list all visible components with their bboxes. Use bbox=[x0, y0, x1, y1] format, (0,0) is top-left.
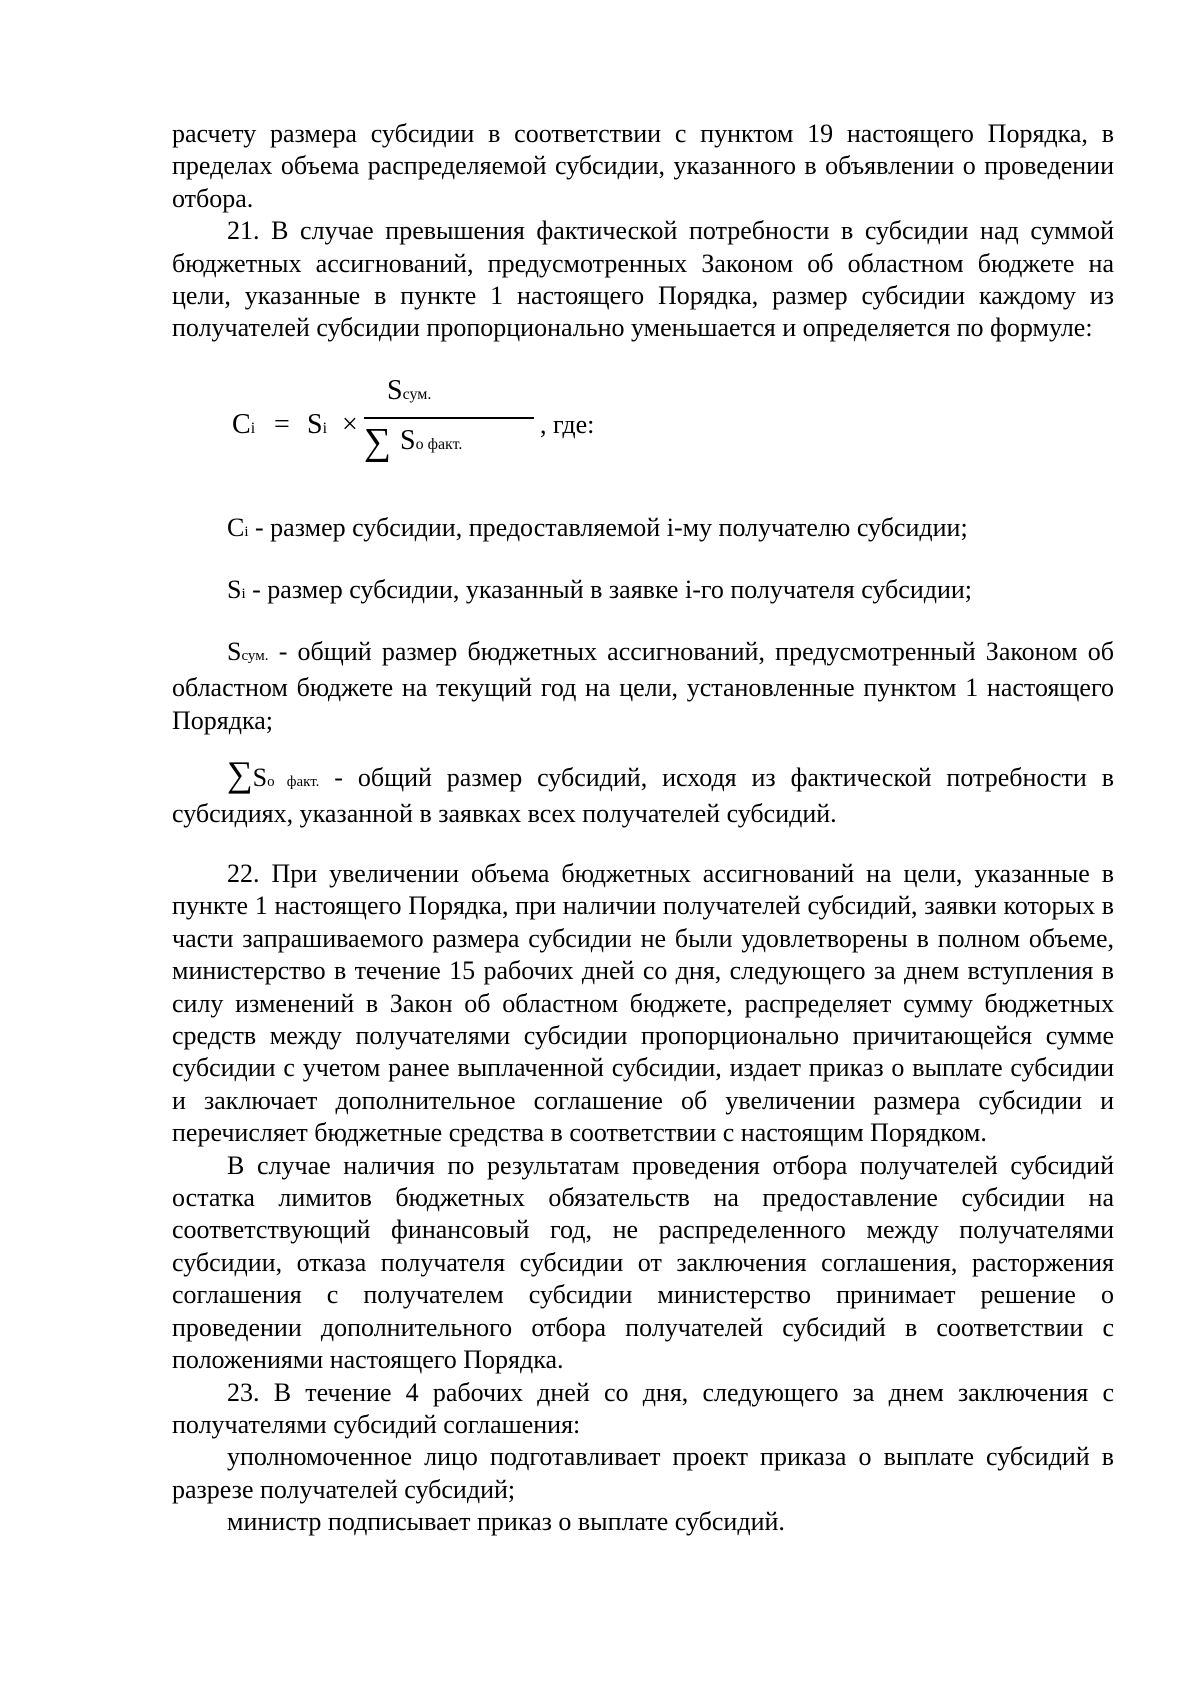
formula-times: × bbox=[342, 409, 358, 440]
formula-sigma: ∑ bbox=[364, 421, 392, 463]
formula bbox=[232, 375, 732, 475]
formula-where: , где: bbox=[540, 410, 595, 439]
formula-numerator: Sсум. bbox=[387, 375, 432, 406]
sigma-symbol: ∑ bbox=[227, 754, 253, 794]
formula-equals: = bbox=[274, 409, 290, 440]
fraction-line bbox=[364, 417, 534, 419]
paragraph-23-item-2: министр подписывает приказ о выплате субсидий. bbox=[227, 1507, 785, 1537]
paragraph-remaining-limits: В случае наличия по результатам проведения отбора получателей субсидий остатка лимитов бюджетных обязательств на предоставление субсидии на соответствующий финансовый год, не распределенного между получателями субсидии, отказа получателя субсидии от заключения соглашения, расторжения соглашения с получателем субсидии министерство принимает решение о проведении дополнительного отбора получателей субсидий в соответствии с положениями настоящего Порядка. bbox=[172, 1150, 1114, 1375]
def-sfact: ∑Sо факт. - общий размер субсидий, исходя из фактической потребности в субсидиях, указанной в заявках всех получателей субсидий. bbox=[172, 754, 1114, 829]
paragraph-21: 21. В случае превышения фактической потребности в субсидии над суммой бюджетных ассигнований, предусмотренных Законом об областном бюджете на цели, указанные в пункте 1 настоящего Порядка, размер субсидии каждому из получателей субсидии пропорционально уменьшается и определяется по формуле: bbox=[172, 216, 1114, 343]
def-ci: Ci - размер субсидии, предоставляемой i-му получателю субсидии; bbox=[227, 513, 968, 542]
paragraph-22: 22. При увеличении объема бюджетных ассигнований на цели, указанные в пункте 1 настоящего Порядка, при наличии получателей субсидий, заявки которых в части запрашиваемого размера субсидии не были удовлетворены в полном объеме, министерство в течение 15 рабочих дней со дня, следующего за днем вступления в силу изменений в Закон об областном бюджете, распределяет сумму бюджетных средств между получателями субсидии пропорционально причитающейся сумме субсидии с учетом ранее выплаченной субсидии, издает приказ о выплате субсидии и заключает дополнительное соглашение об увеличении размера субсидии и перечисляет бюджетные средства в соответствии с настоящим Порядком. bbox=[172, 859, 1114, 1148]
def-si: Si - размер субсидии, указанный в заявке i-го получателя субсидии; bbox=[227, 575, 973, 604]
formula-c: Ci bbox=[232, 409, 256, 440]
paragraph-23-item-1: уполномоченное лицо подготавливает проект приказа о выплате субсидий в разрезе получателей субсидий; bbox=[172, 1442, 1114, 1504]
formula-denominator: Sо факт. bbox=[400, 425, 463, 456]
paragraph-23: 23. В течение 4 рабочих дней со дня, следующего за днем заключения с получателями субсидий соглашения: bbox=[172, 1377, 1114, 1439]
def-ssum: Sсум. - общий размер бюджетных ассигнований, предусмотренный Законом об областном бюджете на текущий год на цели, установленные пунктом 1 настоящего Порядка; bbox=[172, 637, 1114, 735]
top-text-block bbox=[172, 118, 1114, 345]
bottom-text-block bbox=[172, 858, 1114, 1539]
formula-s: Si bbox=[307, 409, 328, 440]
paragraph-continuation: расчету размера субсидии в соответствии с пунктом 19 настоящего Порядка, в пределах объема распределяемой субсидии, указанного в объявлении о проведении отбора. bbox=[172, 119, 1114, 213]
